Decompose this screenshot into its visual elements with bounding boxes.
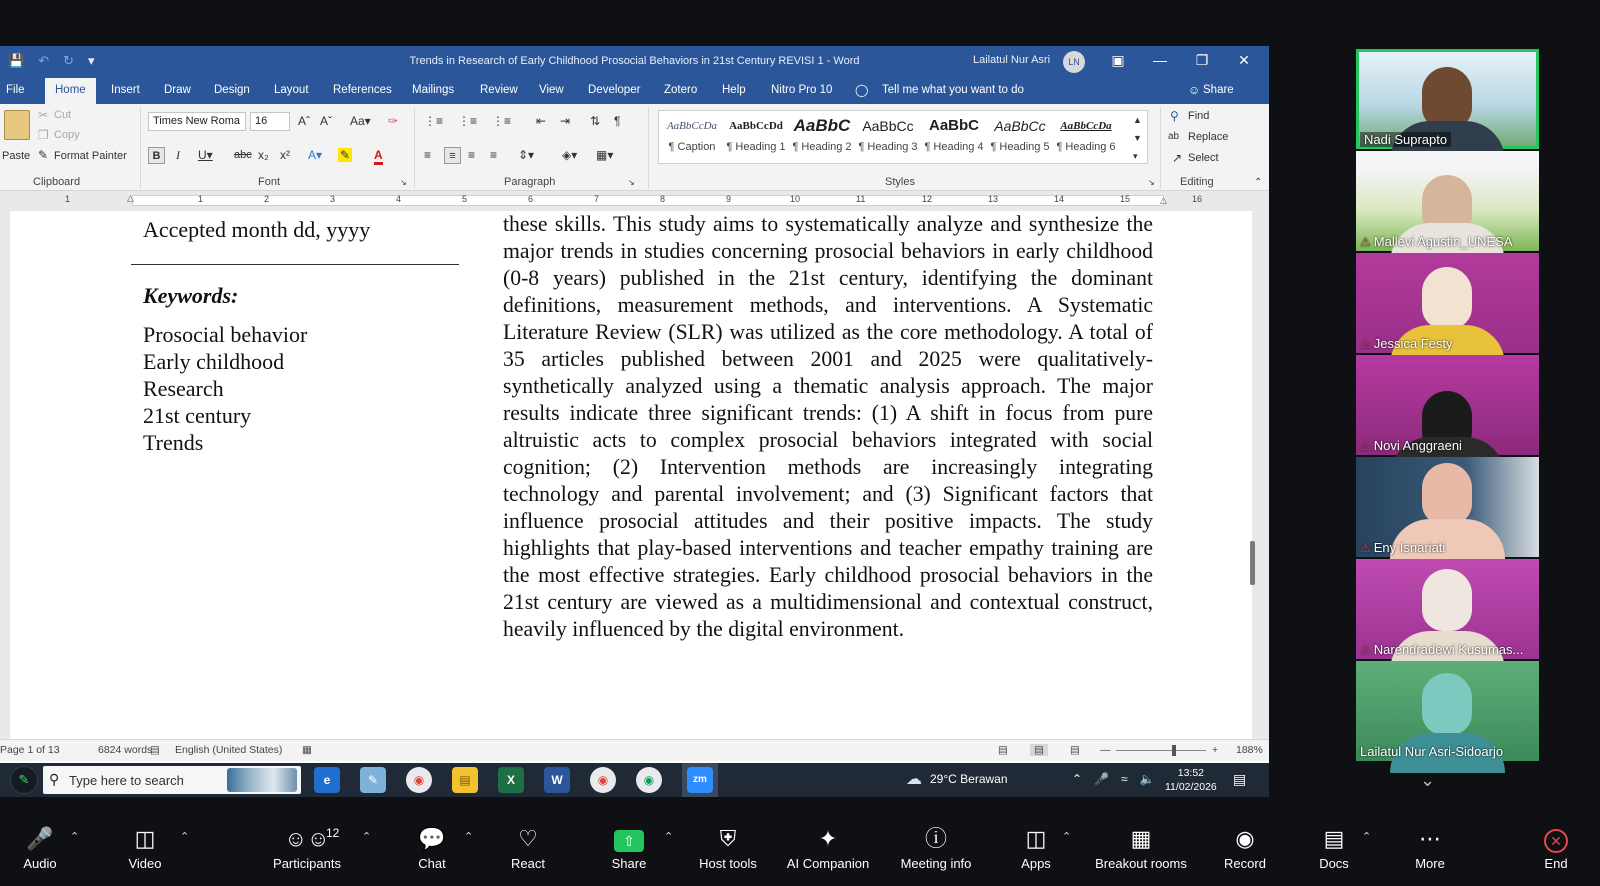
participant-tile[interactable] [1356,49,1539,149]
ruler-number: 14 [1054,194,1065,204]
tab-layout[interactable]: Layout [274,84,309,96]
info-icon: ⓘ [924,826,947,851]
microphone-muted-icon: 🎤 [26,826,54,851]
underline-icon[interactable]: U▾ [198,148,213,162]
ruler-number: 7 [594,194,600,204]
participant-name-label [1360,540,1445,555]
style-sample: AaBbCc [862,118,914,134]
shared-screen-word [0,46,1269,793]
clock-time: 13:52 [1177,767,1205,779]
customize-qat-icon[interactable]: ▾ [88,53,95,68]
share-arrow-icon: ⇧ [606,822,652,856]
paragraph-dialog-launcher-icon[interactable]: ↘ [628,178,635,187]
tell-me-search[interactable]: Tell me what you want to do [882,84,1024,96]
ribbon-tabs [0,78,1269,104]
zoom-slider-thumb[interactable] [1172,745,1176,756]
paragraph-group-label: Paragraph [504,176,556,188]
ruler-number: 1 [198,194,204,204]
record-label: Record [1224,856,1266,871]
participant-name: Lailatul Nur Asri-Sidoarjo [1360,744,1504,759]
tab-references[interactable]: References [333,84,392,96]
keywords-divider [131,264,459,265]
sparkle-icon: ✦ [818,826,838,851]
text-effects-icon[interactable]: A▾ [308,148,323,162]
participant-tile[interactable] [1356,457,1539,557]
tab-insert[interactable]: Insert [111,84,140,96]
search-placeholder: Type here to search [69,773,184,788]
read-mode-icon[interactable]: ▤ [998,744,1008,756]
chrome-profile-icon[interactable]: ◉ [636,767,662,793]
meeting-info-label: Meeting info [900,856,972,871]
style-heading-6[interactable] [1053,115,1119,153]
tab-draw[interactable]: Draw [164,84,191,96]
account-name[interactable]: Lailatul Nur Asri [973,54,1051,66]
window-controls [1110,52,1252,69]
ruler-number: 16 [1192,194,1203,204]
participants-label: Participants [273,856,341,871]
document-area [0,211,1269,739]
participant-name-label [1360,132,1451,147]
close-icon[interactable]: ✕ [1238,52,1250,68]
superscript-icon[interactable]: x² [280,148,290,162]
weather-readout[interactable]: 29°C Berawan [930,772,1008,786]
tab-review[interactable]: Review [480,84,518,96]
style-name: ¶ Caption [668,141,716,153]
collapse-ribbon-icon[interactable]: ⌃ [1254,177,1263,188]
proofing-icon[interactable]: ▤ [150,744,160,756]
participant-name: Novi Anggraeni [1373,438,1462,453]
show-hidden-icons-icon[interactable]: ⌃ [1072,772,1083,786]
styles-scroll-up-icon[interactable]: ▲ [1133,115,1142,125]
zoom-app-icon[interactable]: zm [687,767,713,793]
keywords-list [143,321,307,456]
pen-annotation-icon[interactable]: ✎ [10,766,38,794]
style-name: ¶ Heading 2 [792,141,852,153]
style-sample: AaBbC [928,117,979,134]
participant-name-label [1360,744,1503,759]
ruler-number: 12 [922,194,933,204]
chat-label: Chat [418,856,446,871]
font-name-value: Times New Roma [153,115,240,127]
share-options-caret-icon[interactable]: ⌃ [664,831,674,843]
tab-view[interactable]: View [539,84,564,96]
zoom-level[interactable]: 188% [1236,744,1263,756]
word-icon[interactable]: W [544,767,570,793]
volume-icon[interactable]: 🔈 [1139,772,1155,786]
tab-mailings[interactable]: Mailings [412,84,455,96]
paste-button[interactable]: Paste [2,150,31,162]
docs-button[interactable] [1314,822,1354,871]
print-layout-icon[interactable]: ▤ [1030,744,1048,756]
react-label: React [511,856,545,871]
multilevel-list-icon[interactable]: ⋮≡ [492,114,512,128]
keyword-item: Trends [143,430,204,455]
font-color-icon[interactable]: A [374,148,383,165]
style-name: ¶ Heading 3 [858,141,918,153]
clear-formatting-icon[interactable]: ✑ [388,114,399,128]
font-dialog-launcher-icon[interactable]: ↘ [400,178,407,187]
bullets-icon[interactable]: ⋮≡ [424,114,444,128]
document-title: Trends in Research of Early Childhood Prosocial Behaviors in 21st Century REVISI 1 - Word [409,55,860,67]
vertical-scrollbar[interactable] [1250,541,1255,585]
style-name: ¶ Heading 4 [924,141,984,153]
search-highlight-image [227,768,297,792]
keyword-item: Early childhood [143,349,285,374]
chat-button[interactable] [410,822,454,871]
system-tray [1072,772,1155,786]
more-button[interactable] [1408,822,1452,871]
align-left-icon[interactable]: ≡ [424,148,432,162]
ruler-number: 5 [462,194,468,204]
keyword-item: Research [143,376,224,401]
format-painter-button[interactable]: Format Painter [54,150,127,162]
windows-taskbar [0,763,1269,797]
gallery-scroll-down-icon[interactable]: ⌄ [1420,770,1436,790]
ruler-number: 2 [264,194,270,204]
ruler-number: 8 [660,194,666,204]
align-right-icon[interactable]: ≡ [468,148,476,162]
react-button[interactable] [506,822,550,871]
chat-options-caret-icon[interactable]: ⌃ [464,831,474,843]
participant-name: Nadi Suprapto [1364,132,1448,147]
clock-date: 11/02/2026 [1165,781,1217,793]
indent-marker-icon[interactable]: △ [127,193,134,203]
host-tools-label: Host tools [699,856,757,871]
style-name: ¶ Heading 6 [1056,141,1116,153]
sort-icon[interactable]: ⇅ [590,114,601,128]
share-button[interactable]: Share [1203,84,1234,96]
audio-label: Audio [23,856,57,871]
styles-more-icon[interactable]: ▾ [1133,151,1138,161]
participant-name: Narendradewi Kusumas... [1373,642,1524,657]
end-meeting-button[interactable] [1536,822,1576,871]
zoom-slider[interactable] [1116,750,1206,751]
cut-icon[interactable]: ✂ [38,108,49,122]
breakout-rooms-button[interactable] [1088,822,1194,871]
excel-icon[interactable]: X [498,767,524,793]
notification-icon[interactable]: ▤ [1233,771,1247,787]
taskbar-search-box[interactable] [43,766,301,794]
style-heading-3[interactable] [855,115,921,153]
meeting-info-button[interactable] [894,822,978,871]
select-icon[interactable]: ↗ [1172,151,1183,165]
keyword-item: Prosocial behavior [143,322,308,347]
word-status-bar [0,739,1269,761]
video-options-caret-icon[interactable]: ⌃ [180,831,190,843]
chat-bubble-icon: 💬 [418,826,446,851]
ai-companion-button[interactable] [782,822,874,871]
more-label: More [1415,856,1445,871]
tab-file[interactable]: File [6,84,25,96]
justify-icon[interactable]: ≡ [490,148,498,162]
breakout-rooms-label: Breakout rooms [1095,856,1187,871]
ribbon-home [0,104,1269,191]
ai-companion-label: AI Companion [786,856,870,871]
participant-tile[interactable] [1356,661,1539,761]
participant-name-label [1360,642,1523,657]
page-count[interactable]: Page 1 of 13 [0,744,60,756]
mic-muted-icon: ⚠ [1360,336,1371,351]
shading-icon[interactable]: ◈▾ [562,148,578,162]
participant-name-label [1360,438,1462,453]
network-icon[interactable]: ≈ [1121,772,1128,786]
undo-icon[interactable]: ↶ [38,53,50,68]
web-layout-icon[interactable]: ▤ [1070,744,1080,756]
bold-icon[interactable]: B [148,147,165,164]
notepad-icon[interactable]: ✎ [360,767,386,793]
ruler-page-area [132,195,1164,206]
tab-help[interactable]: Help [722,84,746,96]
restore-icon[interactable]: ❐ [1195,52,1209,68]
increase-indent-icon[interactable]: ⇥ [560,114,571,128]
paste-icon[interactable] [4,110,30,140]
styles-scroll-down-icon[interactable]: ▼ [1133,133,1142,143]
document-icon: ▤ [1323,826,1345,851]
styles-group-label: Styles [885,176,915,188]
font-size-value: 16 [255,115,268,127]
ribbon-separator [140,108,141,188]
style-heading-4[interactable] [921,115,987,153]
zoom-meeting-toolbar [0,822,1600,886]
video-camera-icon: ◫ [134,826,156,851]
tab-design[interactable]: Design [214,84,250,96]
record-button[interactable] [1220,822,1270,871]
participant-tile[interactable] [1356,151,1539,251]
save-icon[interactable]: 💾 [8,53,25,68]
font-size-dropdown[interactable] [250,112,290,131]
microphone-icon[interactable]: 🎤 [1094,772,1110,786]
apps-options-caret-icon[interactable]: ⌃ [1062,831,1072,843]
ruler-number: 11 [856,194,866,204]
video-button[interactable] [122,822,168,871]
video-label: Video [128,856,162,871]
apps-grid-icon: ◫ [1025,826,1047,851]
participant-video [1422,463,1472,525]
highlight-icon[interactable]: ✎ [340,148,351,162]
word-count[interactable]: 6824 words [98,744,153,756]
mic-muted-icon: ⚠ [1360,642,1371,657]
keyword-item: 21st century [143,403,252,428]
end-label: End [1544,856,1568,871]
tab-zotero[interactable]: Zotero [664,84,698,96]
minimize-icon[interactable]: — [1153,52,1167,68]
right-indent-marker-icon[interactable]: △ [1160,195,1167,205]
italic-icon[interactable]: I [176,148,180,162]
align-center-icon[interactable]: ≡ [444,147,461,164]
participant-name-label [1360,336,1453,351]
abstract-text: these skills. This study aims to systematically analyze and synthesize the major trends in studies concerning prosocial behaviors in early childhood (0-8 years) published in the 21st century, identifying the dominant definitions, measurement methods, and interventions. A Systematic Literature Review (SLR) was utilized as the core methodology. A total of 35 articles published between 2001 and 2025 were qualitatively-synthetically analyzed using a thematic analysis approach. The major results indicate three significant trends: (1) A shift in focus from pure altruistic acts to complex prosocial behaviors integrated with social cognition; (2) Intervention methods are increasingly integrating technology and parental involvement; and (3) Significant factors that influence prosocial attitudes and their positive impacts. The study highlights that play-based interventions and teacher empathy training are the most effective strategies. Early childhood prosocial behaviors in the 21st century are viewed as a multidimensional and contextual construct, heavily influenced by the digital environment. [503,212,1153,641]
participant-video [1422,267,1472,329]
ruler-number: 1 [65,194,71,204]
language-indicator[interactable]: English (United States) [175,744,283,756]
accepted-date-line: Accepted month dd, yyyy [143,217,371,242]
participant-video [1422,673,1472,735]
tab-nitro-pro[interactable]: Nitro Pro 10 [771,84,833,96]
borders-icon[interactable]: ▦▾ [596,148,614,162]
account-avatar[interactable]: LN [1063,51,1085,73]
font-name-dropdown[interactable] [148,112,246,131]
mic-muted-icon: ⚠ [1360,438,1371,453]
subscript-icon[interactable]: x₂ [258,148,269,162]
line-spacing-icon[interactable]: ⇕▾ [518,148,535,162]
taskbar-clock[interactable] [1165,766,1217,794]
ruler-number: 6 [528,194,534,204]
file-explorer-icon[interactable]: ▤ [452,767,478,793]
numbering-icon[interactable]: ⋮≡ [458,114,478,128]
ruler-number: 13 [988,194,999,204]
host-tools-button[interactable] [696,822,760,871]
apps-label: Apps [1021,856,1051,871]
find-icon[interactable]: ⚲ [1170,109,1179,123]
participant-tile[interactable] [1356,355,1539,455]
participant-tile[interactable] [1356,559,1539,659]
style-heading-5[interactable] [987,115,1053,153]
breakout-grid-icon: ▦ [1130,826,1152,851]
strikethrough-icon[interactable]: abc [234,149,252,161]
style-heading-2[interactable] [789,115,855,153]
participant-name: Eny Isnariati [1373,540,1446,555]
redo-icon[interactable]: ↻ [63,53,74,68]
apps-button[interactable] [1016,822,1056,871]
person-icon: ☺ [1188,83,1201,97]
mic-muted-icon: ⚠ [1360,540,1371,555]
shrink-font-icon[interactable]: Aˇ [320,114,332,128]
chrome-icon[interactable]: ◉ [406,767,432,793]
format-painter-icon[interactable]: ✎ [38,148,49,162]
style-sample: AaBbCcDa [666,120,718,132]
share-screen-button[interactable] [606,822,652,871]
record-icon: ◉ [1235,826,1255,851]
mic-muted-icon: ⚠ [1360,234,1371,249]
style-sample: AaBbCcDd [729,120,783,132]
replace-button[interactable]: Replace [1188,131,1229,143]
clipboard-group-label: Clipboard [33,176,81,188]
style-name: ¶ Heading 1 [726,141,786,153]
participant-name: Mallevi Agustin_UNESA [1373,234,1513,249]
share-label: Share [611,856,647,871]
cut-button[interactable]: Cut [54,109,72,121]
grow-font-icon[interactable]: Aˆ [298,114,310,128]
keywords-heading: Keywords: [143,283,239,308]
style-name: ¶ Heading 5 [990,141,1050,153]
accessibility-icon[interactable]: ▦ [302,744,312,756]
style-sample: AaBbC [793,116,851,135]
select-button[interactable]: Select [1188,152,1219,164]
heart-icon: ♡ [518,826,538,851]
participant-video [1422,67,1472,129]
change-case-icon[interactable]: Aa▾ [350,114,371,128]
shield-icon: ⛨ [719,826,737,851]
docs-options-caret-icon[interactable]: ⌃ [1362,831,1372,843]
edge-icon[interactable]: e [314,767,340,793]
style-caption[interactable] [659,115,725,153]
tab-home[interactable]: Home [45,78,96,104]
tab-developer[interactable]: Developer [588,84,641,96]
chrome-profile-icon[interactable]: ◉ [590,767,616,793]
lightbulb-icon: ◯ [855,83,869,97]
participant-name-label [1360,234,1513,249]
styles-gallery [658,110,1148,164]
ruler-number: 15 [1120,194,1131,204]
copy-button[interactable]: Copy [54,129,80,141]
ruler-number: 4 [396,194,402,204]
participants-icon: ☺☺ [284,826,330,851]
participants-options-caret-icon[interactable]: ⌃ [362,831,372,843]
style-sample: AaBbCc [994,118,1046,134]
word-titlebar [0,46,1269,78]
ribbon-separator [1160,108,1161,188]
style-sample: AaBbCcDa [1060,120,1112,132]
ruler-number: 9 [726,194,732,204]
zoom-out-icon[interactable]: — [1100,744,1111,756]
decrease-indent-icon[interactable]: ⇤ [536,114,547,128]
participant-count: 12 [326,826,340,840]
ribbon-separator [414,108,415,188]
horizontal-ruler [0,191,1269,211]
ribbon-separator [648,108,649,188]
find-button[interactable]: Find [1188,110,1210,122]
ribbon-display-icon[interactable]: ▣ [1111,52,1125,68]
participant-video [1422,569,1472,631]
style-heading-1[interactable] [723,115,789,153]
end-x-icon: ✕ [1536,822,1576,856]
weather-cloud-icon: ☁ [906,771,922,788]
show-formatting-icon[interactable]: ¶ [614,114,621,128]
zoom-in-icon[interactable]: + [1212,744,1219,756]
styles-dialog-launcher-icon[interactable]: ↘ [1148,178,1155,187]
replace-icon[interactable]: ab [1168,131,1180,142]
copy-icon[interactable]: ❐ [38,128,49,142]
more-dots-icon: ⋯ [1419,826,1441,851]
participant-tile[interactable] [1356,253,1539,353]
audio-button[interactable] [18,822,62,871]
font-group-label: Font [258,176,281,188]
ruler-number: 3 [330,194,336,204]
audio-options-caret-icon[interactable]: ⌃ [70,831,80,843]
ruler-number: 10 [790,194,801,204]
search-icon: ⚲ [49,771,60,787]
participant-name: Jessica Festy [1373,336,1453,351]
docs-label: Docs [1319,856,1349,871]
document-page[interactable] [10,211,1252,739]
editing-group-label: Editing [1180,176,1214,188]
